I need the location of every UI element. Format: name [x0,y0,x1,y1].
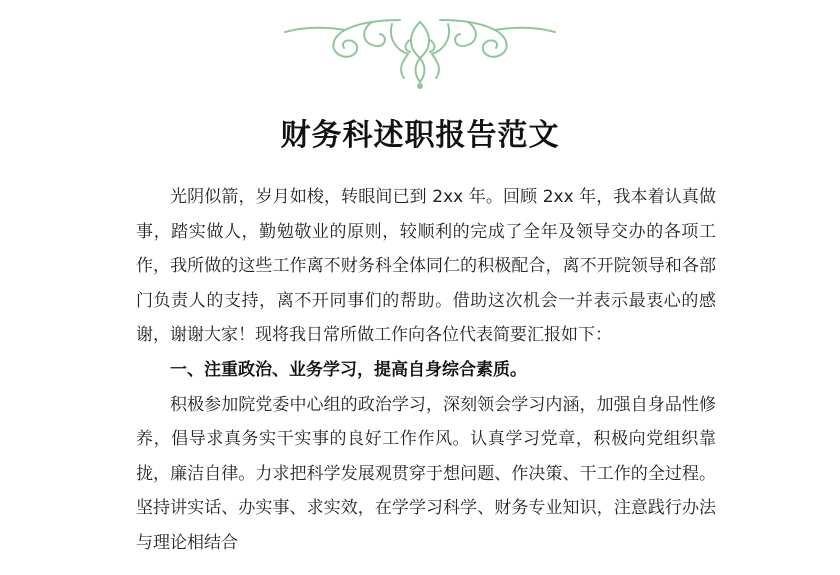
section-heading: 一、注重政治、业务学习，提高自身综合素质。 [170,359,527,380]
section-paragraph: 积极参加院党委中心组的政治学习，深刻领会学习内涵，加强自身品性修养，倡导求真务实干实事的良好工作作风。认真学习党章，积极向党组织靠拢，廉洁自律。力求把科学发展观贯穿于想问题、作决策、干工作的全过程。坚持讲实话、办实事、求实效，在学学习科学、财务专业知识，注意践行办法与理论相结合 [136,394,716,553]
floral-scroll-ornament-icon [0,0,840,90]
document-title: 财务科述职报告范文 [280,118,560,153]
document-body [136,180,716,561]
intro-paragraph: 光阴似箭，岁月如梭，转眼间已到 2xx 年。回顾 2xx 年，我本着认真做事，踏实做人，勤勉敬业的原则，较顺利的完成了全年及领导交办的各项工作，我所做的这些工作离不财务科全体同仁的积极配合，离不开院领导和各部门负责人的支持，离不开同事们的帮助。借助这次机会一并表示最衷心的感谢，谢谢大家！现将我日常所做工作向各位代表简要汇报如下： [136,187,716,346]
